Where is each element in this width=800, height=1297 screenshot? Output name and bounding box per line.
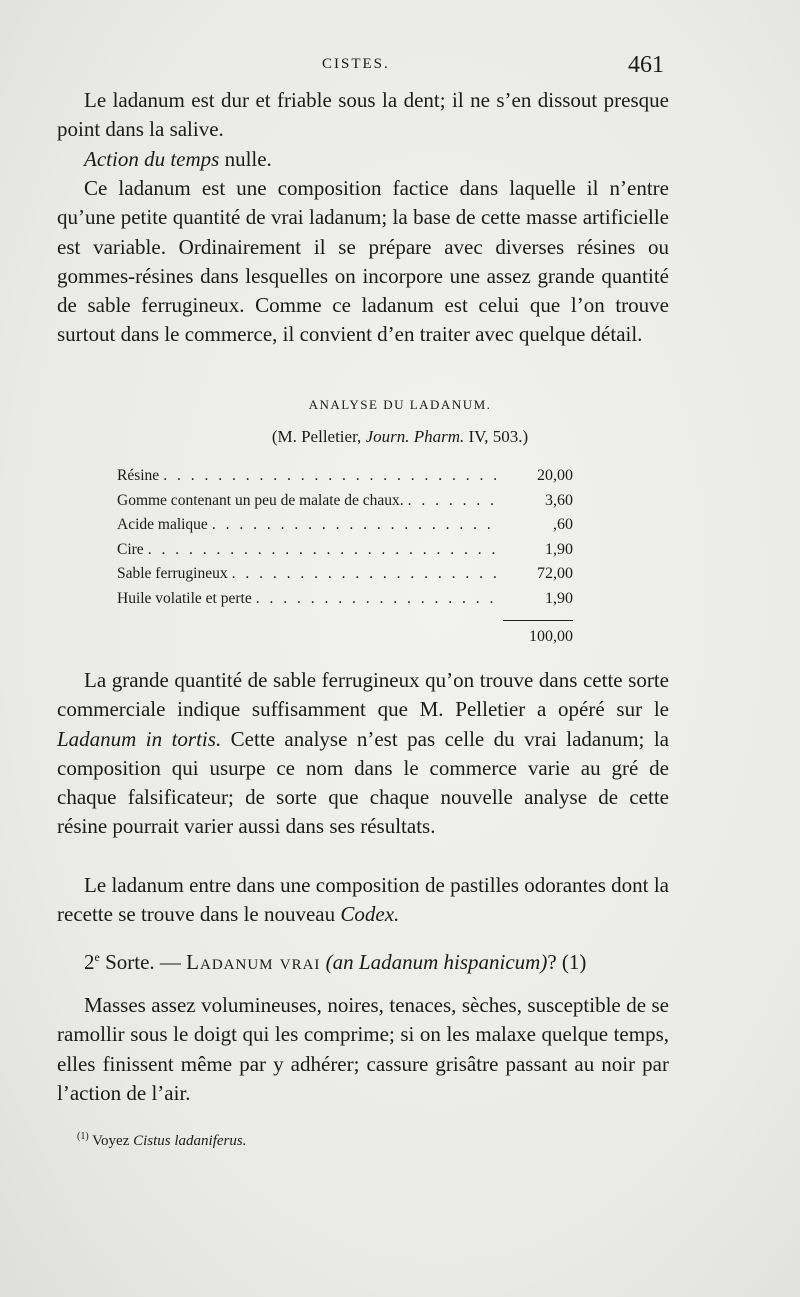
table-row (117, 516, 573, 541)
row-name: Huile volatile et perte (117, 589, 252, 607)
paragraph-composition (57, 174, 669, 350)
total-rule (503, 620, 573, 621)
paragraph-time-action (57, 145, 669, 174)
leader-dots (212, 516, 501, 534)
leader-dots (256, 590, 501, 608)
leader-dots (163, 467, 501, 485)
source-author: (M. Pelletier, (271, 427, 366, 446)
page-header (0, 52, 800, 82)
paragraph-composition-text: Ce ladanum est une composition factice dans laquelle il n’entre qu’une petite quantité de vrai ladanum; la base de cette masse artificielle est variable. Ordinairement il se prépare avec diverses résines ou gommes-résines dans lesquelles on incorpore une assez grande quantité de sable ferrugineux. Comme ce ladanum est celui que l’on trouve surtout dans le commerce, il convient d’en traiter avec quelque détail. (57, 176, 669, 347)
row-name: Gomme contenant un peu de malate de chaux. (117, 491, 404, 509)
time-action-label: Action du temps (84, 147, 220, 171)
time-action-value: nulle. (219, 147, 272, 171)
section-label: Sorte. — (99, 950, 187, 974)
row-value: ,60 (553, 516, 573, 533)
footnote-marker: (1) (77, 1131, 89, 1142)
paragraph-pastilles (57, 871, 669, 930)
table-row (117, 565, 573, 590)
analysis-total: 100,00 (529, 628, 573, 645)
row-name: Cire (117, 540, 144, 558)
row-value: 3,60 (545, 491, 573, 509)
section-note-ref: ? (1) (547, 950, 587, 974)
page-number: 461 (628, 52, 664, 78)
pelletier-italic: Ladanum in tortis. (57, 726, 222, 751)
paragraph-pelletier (57, 666, 669, 842)
row-name: Résine (117, 467, 160, 484)
leader-dots (232, 565, 501, 583)
analysis-source (0, 427, 800, 447)
pastilles-text: Le ladanum entre dans une composition de pastilles odorantes dont la recette se trouve dans le nouveau (57, 873, 669, 927)
footnote-text: Voyez (88, 1133, 134, 1149)
row-value: 20,00 (537, 467, 573, 484)
paragraph-taste (57, 86, 669, 145)
footnote-italic: Cistus ladaniferus. (133, 1133, 247, 1149)
section-superscript: e (94, 950, 100, 964)
pelletier-text-b: Cette analyse n’est pas celle du vrai ladanum; la composition qui usurpe ce nom dans le commerce varie au gré de chaque falsificateur; de sorte que chaque nouvelle analyse de cette résine pourrait varier aussi dans ses résultats. (57, 726, 670, 839)
codex-italic: Codex. (340, 902, 400, 927)
analysis-title: ANALYSE DU LADANUM. (308, 397, 492, 412)
paragraph-taste-text: Le ladanum est dur et friable sous la dent; il ne s’en dissout presque point dans la salive. (57, 88, 669, 142)
source-journal: Journ. Pharm. (365, 427, 465, 446)
section-number: 2 (84, 950, 95, 974)
table-row (117, 467, 573, 492)
analysis-table (117, 467, 573, 614)
row-name: Sable ferrugineux (117, 565, 228, 582)
section-heading (57, 950, 669, 975)
footnote (77, 1131, 246, 1150)
running-head: CISTES. (322, 56, 390, 72)
row-value: 1,90 (545, 540, 573, 558)
source-reference: IV, 503.) (464, 427, 529, 446)
section-latin: (an Ladanum hispanicum) (320, 950, 548, 974)
paragraph-description (57, 991, 669, 1108)
row-name: Acide malique (117, 516, 208, 533)
leader-dots (148, 541, 501, 559)
table-row (117, 541, 573, 566)
leader-dots (408, 492, 501, 510)
section-title: Ladanum vrai (186, 950, 321, 974)
description-text: Masses assez volumineuses, noires, tenaces, sèches, susceptible de se ramollir sous le doigt qui les comprime; si on les malaxe quelque temps, elles finissent même par y adhérer; cassure grisâtre passant au noir par l’action de l’air. (57, 993, 669, 1105)
row-value: 1,90 (545, 589, 573, 607)
table-row (117, 590, 573, 615)
pelletier-text-a: La grande quantité de sable ferrugineux qu’on trouve dans cette sorte commerciale indique suffisamment que M. Pelletier a opéré sur le (57, 668, 669, 722)
row-value: 72,00 (537, 565, 573, 582)
table-row (117, 492, 573, 517)
